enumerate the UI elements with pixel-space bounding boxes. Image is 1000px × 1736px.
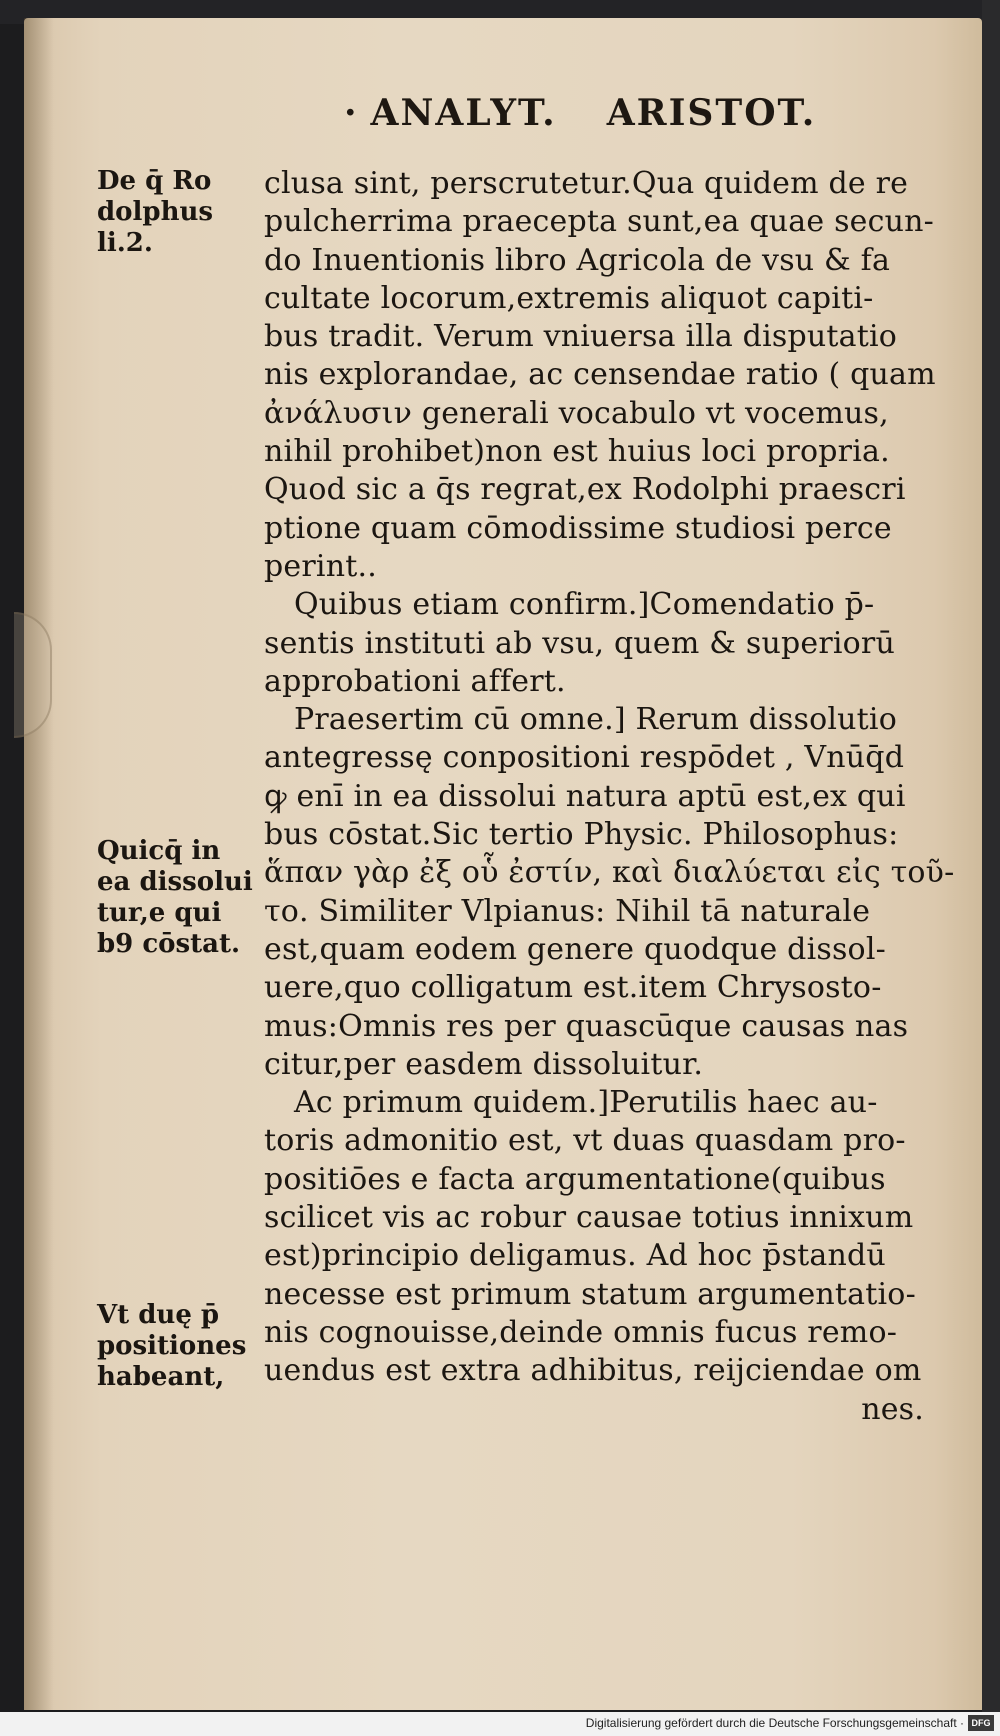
margin-note-line: Vt duę p̄ — [97, 1300, 220, 1330]
dfg-logo: DFG — [968, 1715, 994, 1731]
margin-note-line: li.2. — [97, 228, 153, 258]
running-head-left: ANALYT. — [370, 92, 557, 134]
margin-note — [97, 166, 257, 259]
body-line: ἀνάλυσιν generali vocabulo vt vocemus, — [264, 395, 889, 431]
body-line: perint.. — [264, 548, 377, 584]
body-line: positiōes e facta argumentatione(quibus — [264, 1161, 886, 1197]
body-line: do Inuentionis libro Agricola de vsu & fa — [264, 242, 891, 278]
body-line: Praesertim cū omne.] Rerum dissolutio — [294, 702, 897, 738]
body-line: est)principio deligamus. Ad hoc p̄standū — [264, 1238, 886, 1274]
margin-note-line: habeant, — [97, 1362, 225, 1392]
running-head-dot: · — [344, 92, 359, 134]
body-line: Quibus etiam confirm.]Comendatio p̄- — [294, 587, 875, 623]
body-line: nis cognouisse,deinde omnis fucus remo- — [264, 1314, 898, 1350]
margin-note — [97, 1300, 257, 1393]
running-head — [344, 92, 816, 134]
body-line: necesse est primum statum argumentatio- — [264, 1276, 916, 1312]
scan-right-border — [982, 0, 1000, 1736]
margin-note-line: ea dissolui — [97, 867, 253, 897]
body-line: toris admonitio est, vt duas quasdam pro- — [264, 1123, 906, 1159]
margin-note-line: positiones — [97, 1331, 247, 1361]
body-line: ἅπαν γὰρ ἐξ οὗ ἐστίν, καὶ διαλύεται εἰς τοῦ- — [264, 855, 955, 891]
body-line: ptione quam cōmodissime studiosi perce — [264, 510, 892, 546]
margin-note-line: dolphus — [97, 197, 214, 227]
margin-note-line: De q̄ Ro — [97, 166, 212, 196]
body-line: uendus est extra adhibitus, reijciendae om — [264, 1353, 922, 1389]
body-line: cultate locorum,extremis aliquot capiti- — [264, 280, 874, 316]
body-line: clusa sint, perscrutetur.Qua quidem de re — [264, 166, 909, 201]
body-line: Ac primum quidem.]Perutilis haec au- — [294, 1085, 878, 1121]
body-line: uere,quo colligatum est.item Chrysosto- — [264, 970, 882, 1006]
body-line: scilicet vis ac robur causae totius innixum — [264, 1200, 914, 1236]
body-text — [264, 165, 955, 1429]
margin-note-line: Quicq̄ in — [97, 836, 221, 866]
margin-note-line: b9 cōstat. — [97, 929, 241, 959]
body-line: est,quam eodem genere quodque dissol- — [264, 931, 886, 967]
body-line: approbationi affert. — [264, 663, 566, 699]
body-line: nihil prohibet)non est huius loci propria. — [264, 434, 890, 470]
digitization-footer — [0, 1712, 1000, 1736]
body-line: sentis instituti ab vsu, quem & superiorū — [264, 625, 895, 661]
catchword: nes. — [861, 1391, 924, 1427]
margin-note — [97, 836, 257, 960]
page-clasp-mark — [14, 612, 52, 738]
body-line: bus cōstat.Sic tertio Physic. Philosophus: — [264, 817, 899, 853]
footer-credit: Digitalisierung gefördert durch die Deutsche Forschungsgemeinschaft · — [585, 1716, 964, 1730]
body-line: ꝙ enī in ea dissolui natura aptū est,ex qui — [264, 778, 906, 814]
running-head-right: ARISTOT. — [606, 92, 817, 134]
margin-note-line: tur,e qui — [97, 898, 222, 928]
body-line: mus:Omnis res per quascūque causas nas — [264, 1008, 909, 1044]
body-line: citur,per easdem dissoluitur. — [264, 1046, 704, 1082]
body-line: Quod sic a q̄s regrat,ex Rodolphi praescri — [264, 472, 906, 508]
body-line: το. Similiter Vlpianus: Nihil tā naturale — [264, 893, 871, 929]
body-line: antegressę conpositioni respōdet , Vnūq̄d — [264, 740, 905, 776]
body-line: bus tradit. Verum vniuersa illa disputatio — [264, 319, 898, 355]
page-binding-shadow — [24, 18, 54, 1710]
body-line: nis explorandae, ac censendae ratio ( quam — [264, 357, 936, 393]
body-line: pulcherrima praecepta sunt,ea quae secun- — [264, 204, 935, 240]
